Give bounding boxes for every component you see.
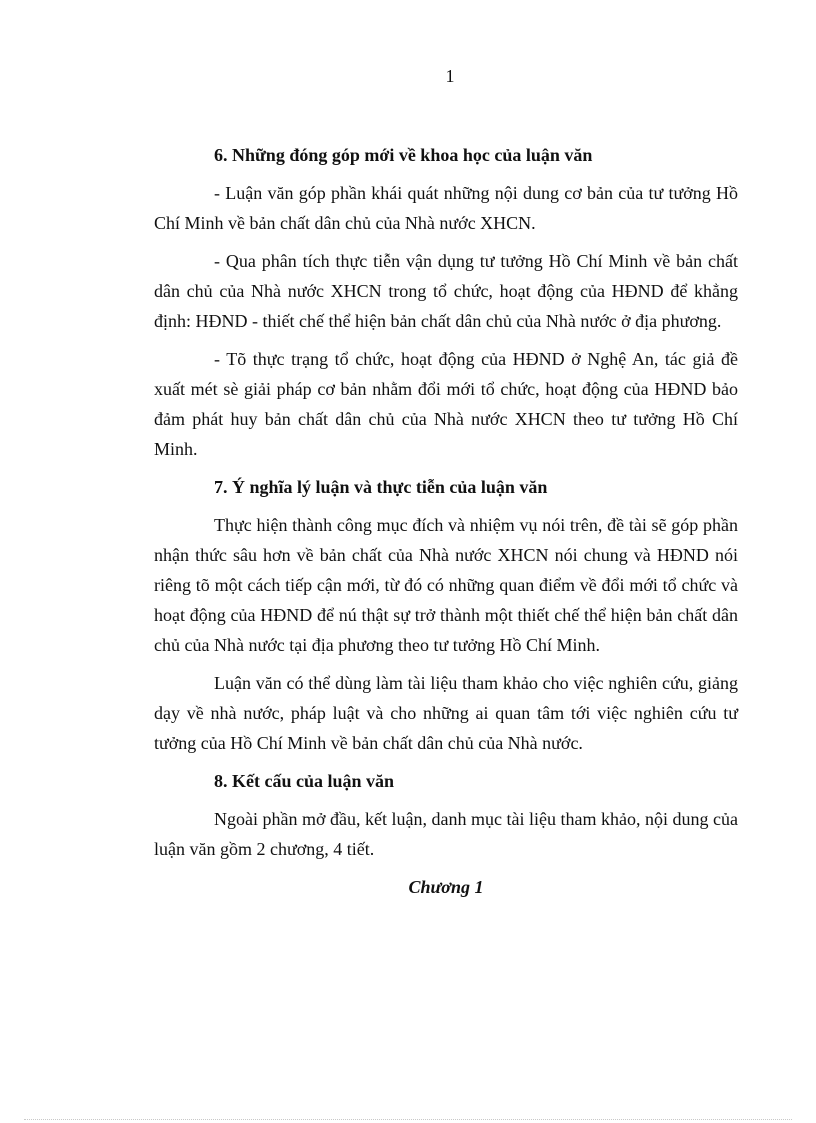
section-significance	[154, 472, 738, 758]
section-heading: 6. Những đóng góp mới về khoa học của luận văn	[214, 145, 593, 165]
page-bottom-divider	[24, 1119, 792, 1120]
section-heading: 7. Ý nghĩa lý luận và thực tiễn của luận văn	[214, 477, 548, 497]
paragraph: - Qua phân tích thực tiễn vận dụng tư tưởng Hồ Chí Minh về bản chất dân chủ của Nhà nước XHCN trong tổ chức, hoạt động của HĐND để khẳng định: HĐND - thiết chế thể hiện bản chất dân chủ của Nhà nước ở địa phương.	[154, 251, 738, 331]
paragraph: Ngoài phần mở đầu, kết luận, danh mục tài liệu tham khảo, nội dung của luận văn gồm 2 chương, 4 tiết.	[154, 809, 738, 859]
paragraph: Thực hiện thành công mục đích và nhiệm vụ nói trên, đề tài sẽ góp phần nhận thức sâu hơn về bản chất của Nhà nước XHCN nói chung và HĐND nói riêng tõ một cách tiếp cận mới, từ đó có những quan điểm về đổi mới tổ chức và hoạt động của HĐND để nú thật sự trở thành một thiết chế thể hiện bản chất dân chủ của Nhà nước tại địa phương theo tư tưởng Hồ Chí Minh.	[154, 515, 738, 655]
chapter-title: Chương 1	[408, 877, 484, 897]
document-body	[154, 140, 738, 920]
section-heading: 8. Kết cấu của luận văn	[214, 771, 395, 791]
section-contributions	[154, 140, 738, 464]
section-structure	[154, 766, 738, 864]
paragraph: Luận văn có thể dùng làm tài liệu tham khảo cho việc nghiên cứu, giảng dạy về nhà nước, pháp luật và cho những ai quan tâm tới việc nghiên cứu tư tưởng của Hồ Chí Minh về bản chất dân chủ của Nhà nước.	[154, 673, 738, 753]
paragraph: - Tõ thực trạng tổ chức, hoạt động của HĐND ở Nghệ An, tác giả đề xuất mét sè giải pháp cơ bản nhằm đổi mới tổ chức, hoạt động của HĐND bảo đảm phát huy bản chất dân chủ của Nhà nước XHCN theo tư tưởng Hồ Chí Minh.	[154, 349, 738, 459]
page-number: 1	[445, 66, 455, 86]
paragraph: - Luận văn góp phần khái quát những nội dung cơ bản của tư tưởng Hồ Chí Minh về bản chất dân chủ của Nhà nước XHCN.	[154, 183, 738, 233]
